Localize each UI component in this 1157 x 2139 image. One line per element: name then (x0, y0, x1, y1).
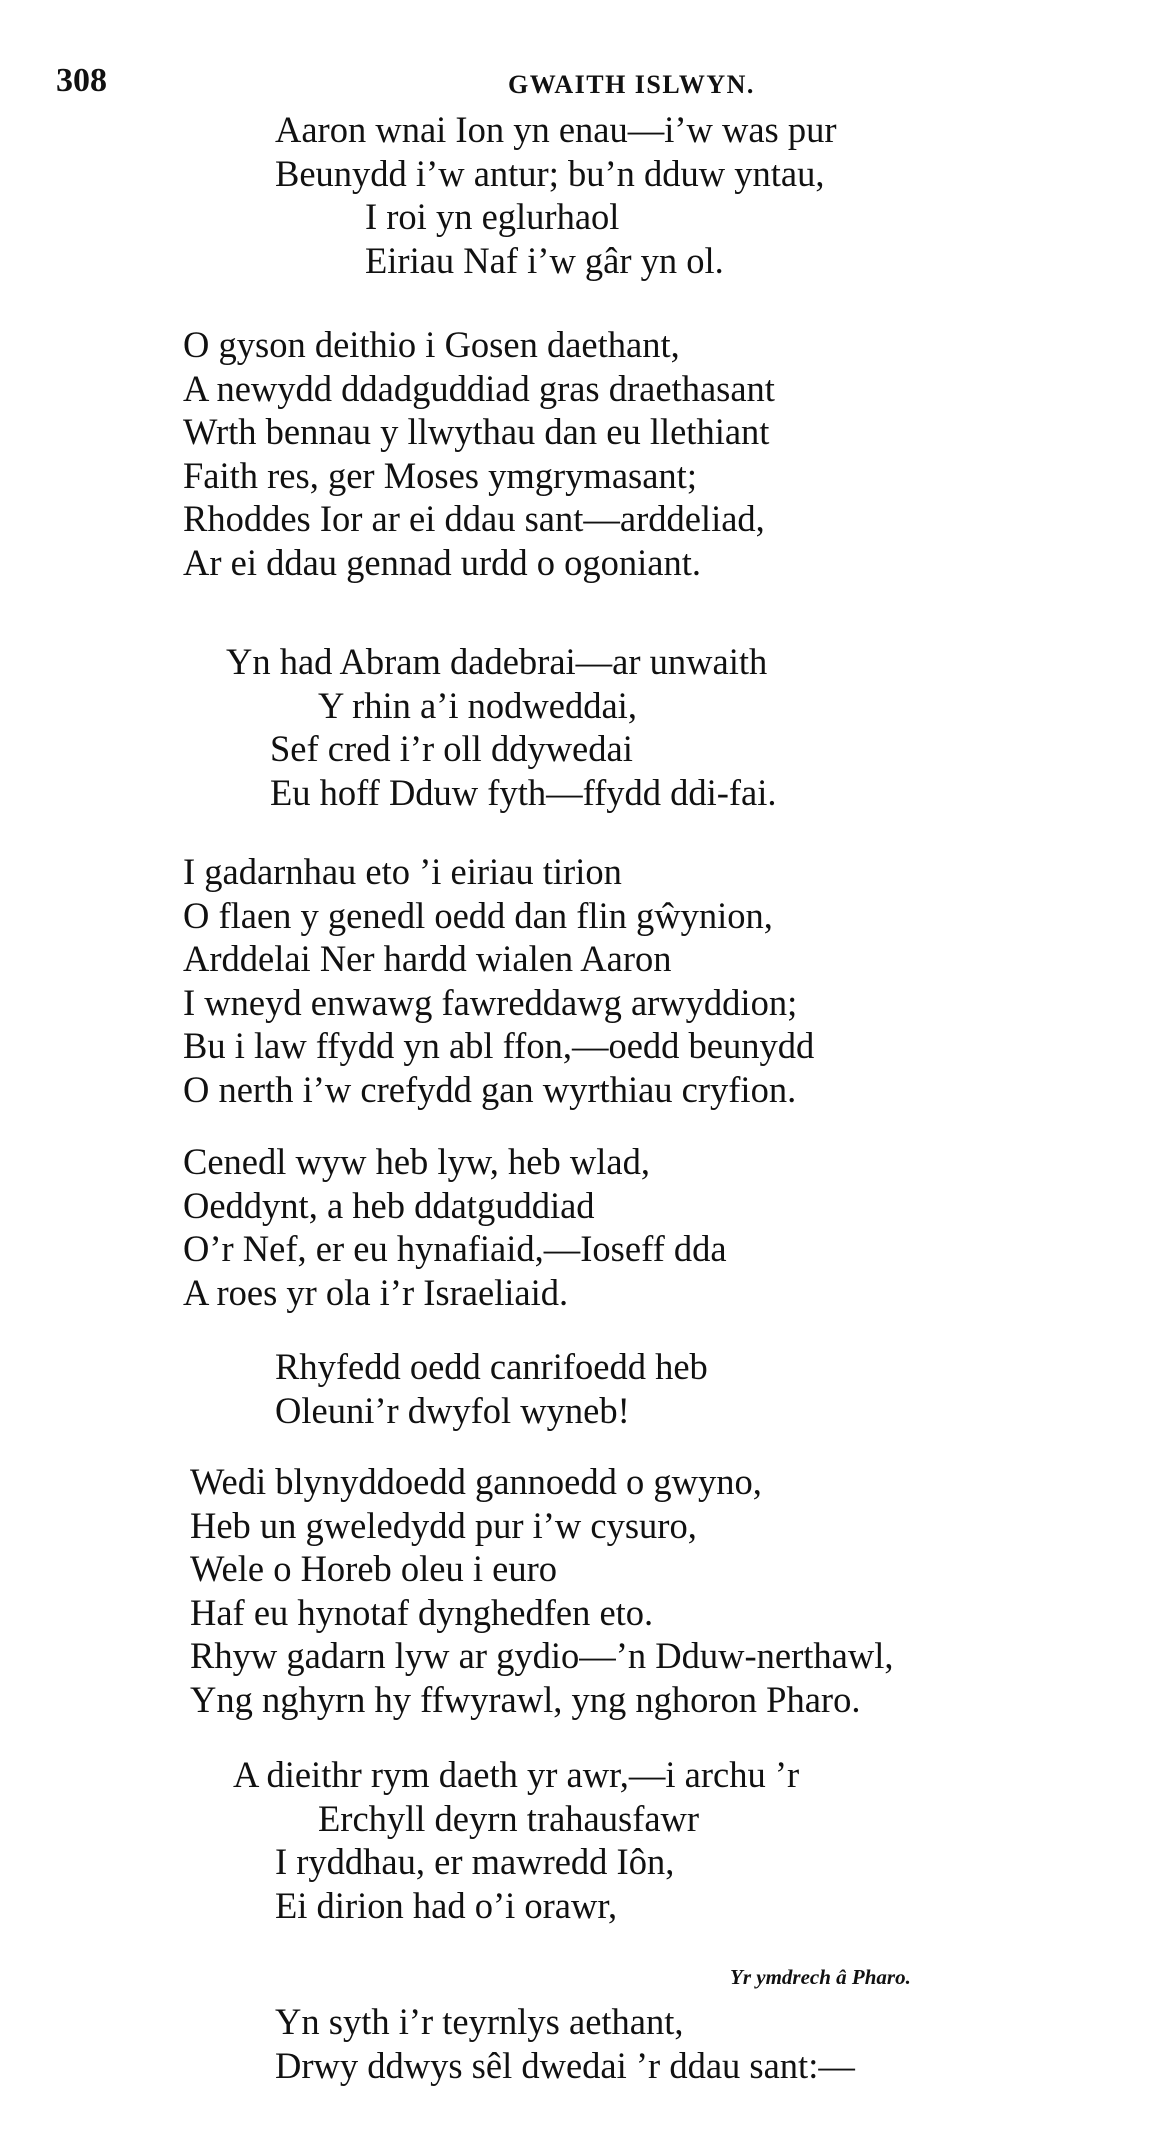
side-note: Yr ymdrech â Pharo. (730, 1965, 911, 1989)
verse-line: O gyson deithio i Gosen daethant, (183, 324, 680, 365)
verse-line: Yn syth i’r teyrnlys aethant, (275, 2001, 684, 2042)
verse-line: Rhoddes Ior ar ei ddau sant—arddeliad, (183, 498, 765, 539)
page-header (56, 62, 1096, 102)
verse-line: Haf eu hynotaf dynghedfen eto. (190, 1591, 654, 1633)
verse-line: Eu hoff Dduw fyth—ffydd ddi-fai. (270, 771, 777, 813)
verse-line: Oeddynt, a heb ddatguddiad (183, 1184, 595, 1226)
verse-line: Aaron wnai Ion yn enau—i’w was pur (275, 109, 837, 150)
verse-line: Bu i law ffydd yn abl ffon,—oedd beunydd (183, 1025, 815, 1066)
verse-line: O flaen y genedl oedd dan flin gŵynion, (183, 894, 773, 936)
verse-line: Oleuni’r dwyfol wyneb! (275, 1389, 630, 1431)
verse-line: A dieithr rym daeth yr awr,—i archu ’r (233, 1754, 800, 1795)
verse-line: I wneyd enwawg fawreddawg arwyddion; (183, 981, 798, 1023)
verse-line: A newydd ddadguddiad gras draethasant (183, 367, 775, 409)
verse-line: O nerth i’w crefydd gan wyrthiau cryfion. (183, 1068, 797, 1110)
verse-line: Yn had Abram dadebrai—ar unwaith (226, 641, 768, 682)
verse-line: Beunydd i’w antur; bu’n dduw yntau, (275, 152, 825, 194)
verse-line: Sef cred i’r oll ddywedai (270, 728, 633, 769)
stanza-7 (190, 1460, 893, 1721)
running-title: GWAITH ISLWYN. (508, 70, 755, 99)
verse-line: Ei dirion had o’i orawr, (275, 1884, 618, 1926)
verse-line: I gadarnhau eto ’i eiriau tirion (183, 851, 622, 892)
verse-line: Drwy ddwys sêl dwedai ’r ddau sant:— (275, 2044, 855, 2086)
verse-line: Y rhin a’i nodweddai, (318, 684, 637, 726)
verse-line: I roi yn eglurhaol (365, 196, 620, 237)
stanza-8 (233, 1753, 799, 1927)
verse-line: Arddelai Ner hardd wialen Aaron (183, 938, 672, 979)
verse-line: Faith res, ger Moses ymgrymasant; (183, 454, 697, 496)
stanza-6 (275, 1345, 708, 1432)
stanza-1 (275, 108, 837, 282)
verse-line: Rhyw gadarn lyw ar gydio—’n Dduw-nerthawl, (190, 1635, 894, 1676)
verse-line: Ar ei ddau gennad urdd o ogoniant. (183, 541, 701, 583)
verse-line: Cenedl wyw heb lyw, heb wlad, (183, 1141, 650, 1182)
verse-line: Wedi blynyddoedd gannoedd o gwyno, (190, 1461, 762, 1502)
stanza-5 (183, 1140, 727, 1314)
verse-line: Wrth bennau y llwythau dan eu llethiant (183, 411, 770, 452)
verse-line: I ryddhau, er mawredd Iôn, (275, 1841, 675, 1882)
verse-line: Erchyll deyrn trahausfawr (318, 1797, 700, 1839)
stanza-9 (275, 2000, 855, 2087)
verse-line: Eiriau Naf i’w gâr yn ol. (365, 239, 724, 281)
stanza-2 (183, 323, 775, 584)
stanza-4 (183, 850, 814, 1111)
verse-line: Heb un gweledydd pur i’w cysuro, (190, 1504, 697, 1546)
stanza-3 (226, 640, 777, 814)
verse-line: O’r Nef, er eu hynafiaid,—Ioseff dda (183, 1228, 727, 1269)
page-number: 308 (56, 62, 107, 99)
verse-line: Yng nghyrn hy ffwyrawl, yng nghoron Pharo. (190, 1678, 861, 1720)
verse-line: A roes yr ola i’r Israeliaid. (183, 1271, 569, 1313)
verse-line: Rhyfedd oedd canrifoedd heb (275, 1346, 708, 1387)
verse-line: Wele o Horeb oleu i euro (190, 1548, 557, 1589)
